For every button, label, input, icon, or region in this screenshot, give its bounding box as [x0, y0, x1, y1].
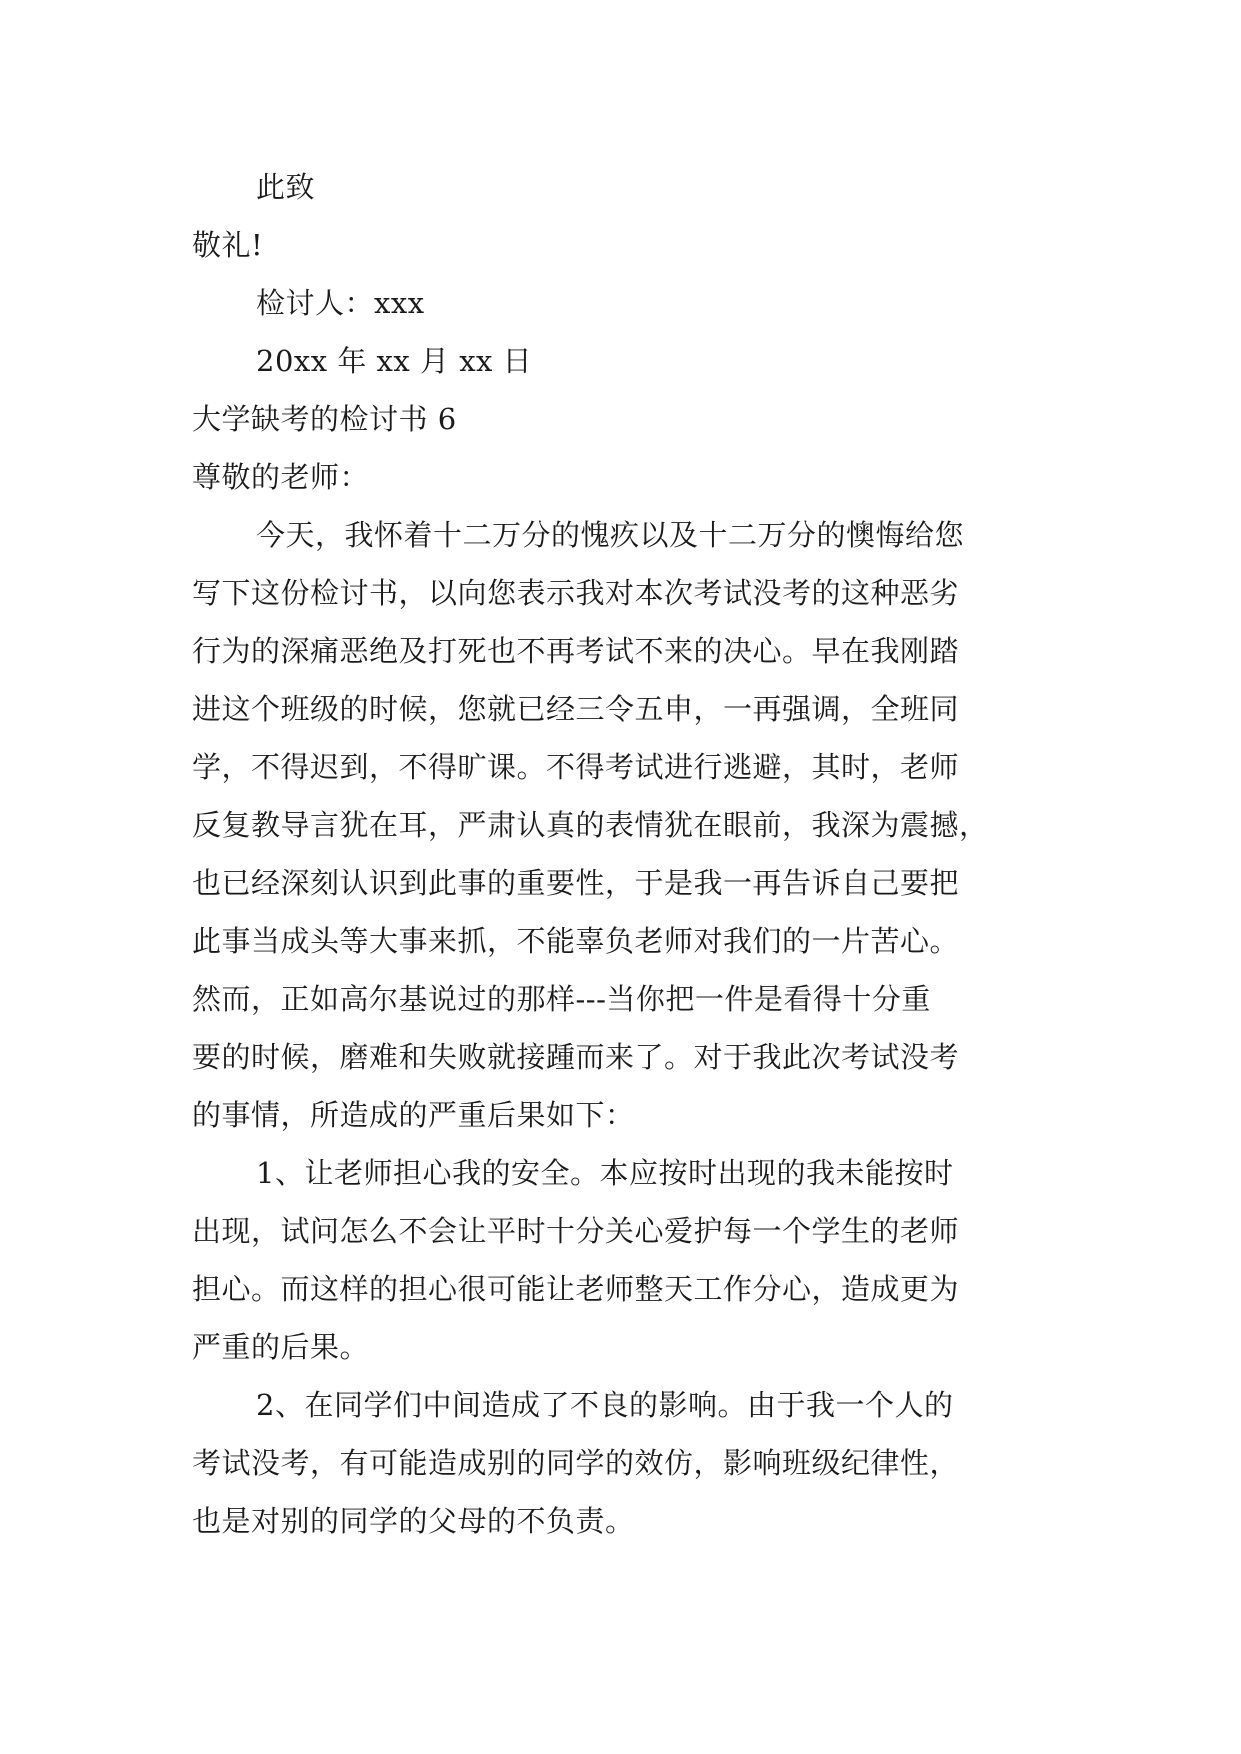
paragraph-line: 行为的深痛恶绝及打死也不再考试不来的决心。早在我刚踏 [192, 634, 960, 668]
consequence-1-line: 1、让老师担心我的安全。本应按时出现的我未能按时 [256, 1156, 954, 1190]
paragraph-line: 写下这份检讨书，以向您表示我对本次考试没考的这种恶劣 [192, 576, 960, 610]
paragraph-line: 今天，我怀着十二万分的愧疚以及十二万分的懊悔给您 [256, 518, 965, 552]
consequence-2-line: 2、在同学们中间造成了不良的影响。由于我一个人的 [256, 1388, 954, 1422]
date-line: 20xx 年 xx 月 xx 日 [256, 344, 533, 378]
paragraph-line: 此事当成头等大事来抓，不能辜负老师对我们的一片苦心。 [192, 924, 960, 958]
paragraph-line: 也已经深刻认识到此事的重要性，于是我一再告诉自己要把 [192, 866, 960, 900]
consequence-2-line: 考试没考，有可能造成别的同学的效仿，影响班级纪律性， [192, 1446, 960, 1480]
paragraph-line: 要的时候，磨难和失败就接踵而来了。对于我此次考试没考 [192, 1040, 960, 1074]
consequence-2-line: 也是对别的同学的父母的不负责。 [192, 1504, 635, 1538]
paragraph-line: 的事情，所造成的严重后果如下： [192, 1098, 635, 1132]
paragraph-line: 学，不得迟到，不得旷课。不得考试进行逃避，其时，老师 [192, 750, 960, 784]
closing-salutation: 此致 [256, 170, 316, 204]
consequence-1-line: 严重的后果。 [192, 1330, 370, 1364]
paragraph-line: 反复教导言犹在耳，严肃认真的表情犹在眼前，我深为震撼， [192, 808, 989, 842]
greeting-line: 尊敬的老师： [192, 460, 370, 494]
paragraph-line: 然而，正如高尔基说过的那样---当你把一件是看得十分重 [192, 982, 931, 1016]
letter-body [192, 158, 1054, 1550]
closing-regards: 敬礼! [192, 228, 264, 262]
signer-line: 检讨人：xxx [256, 286, 425, 320]
section-title: 大学缺考的检讨书 6 [192, 402, 457, 436]
consequence-1-line: 担心。而这样的担心很可能让老师整天工作分心，造成更为 [192, 1272, 960, 1306]
consequence-1-line: 出现，试问怎么不会让平时十分关心爱护每一个学生的老师 [192, 1214, 960, 1248]
paragraph-line: 进这个班级的时候，您就已经三令五申，一再强调，全班同 [192, 692, 960, 726]
